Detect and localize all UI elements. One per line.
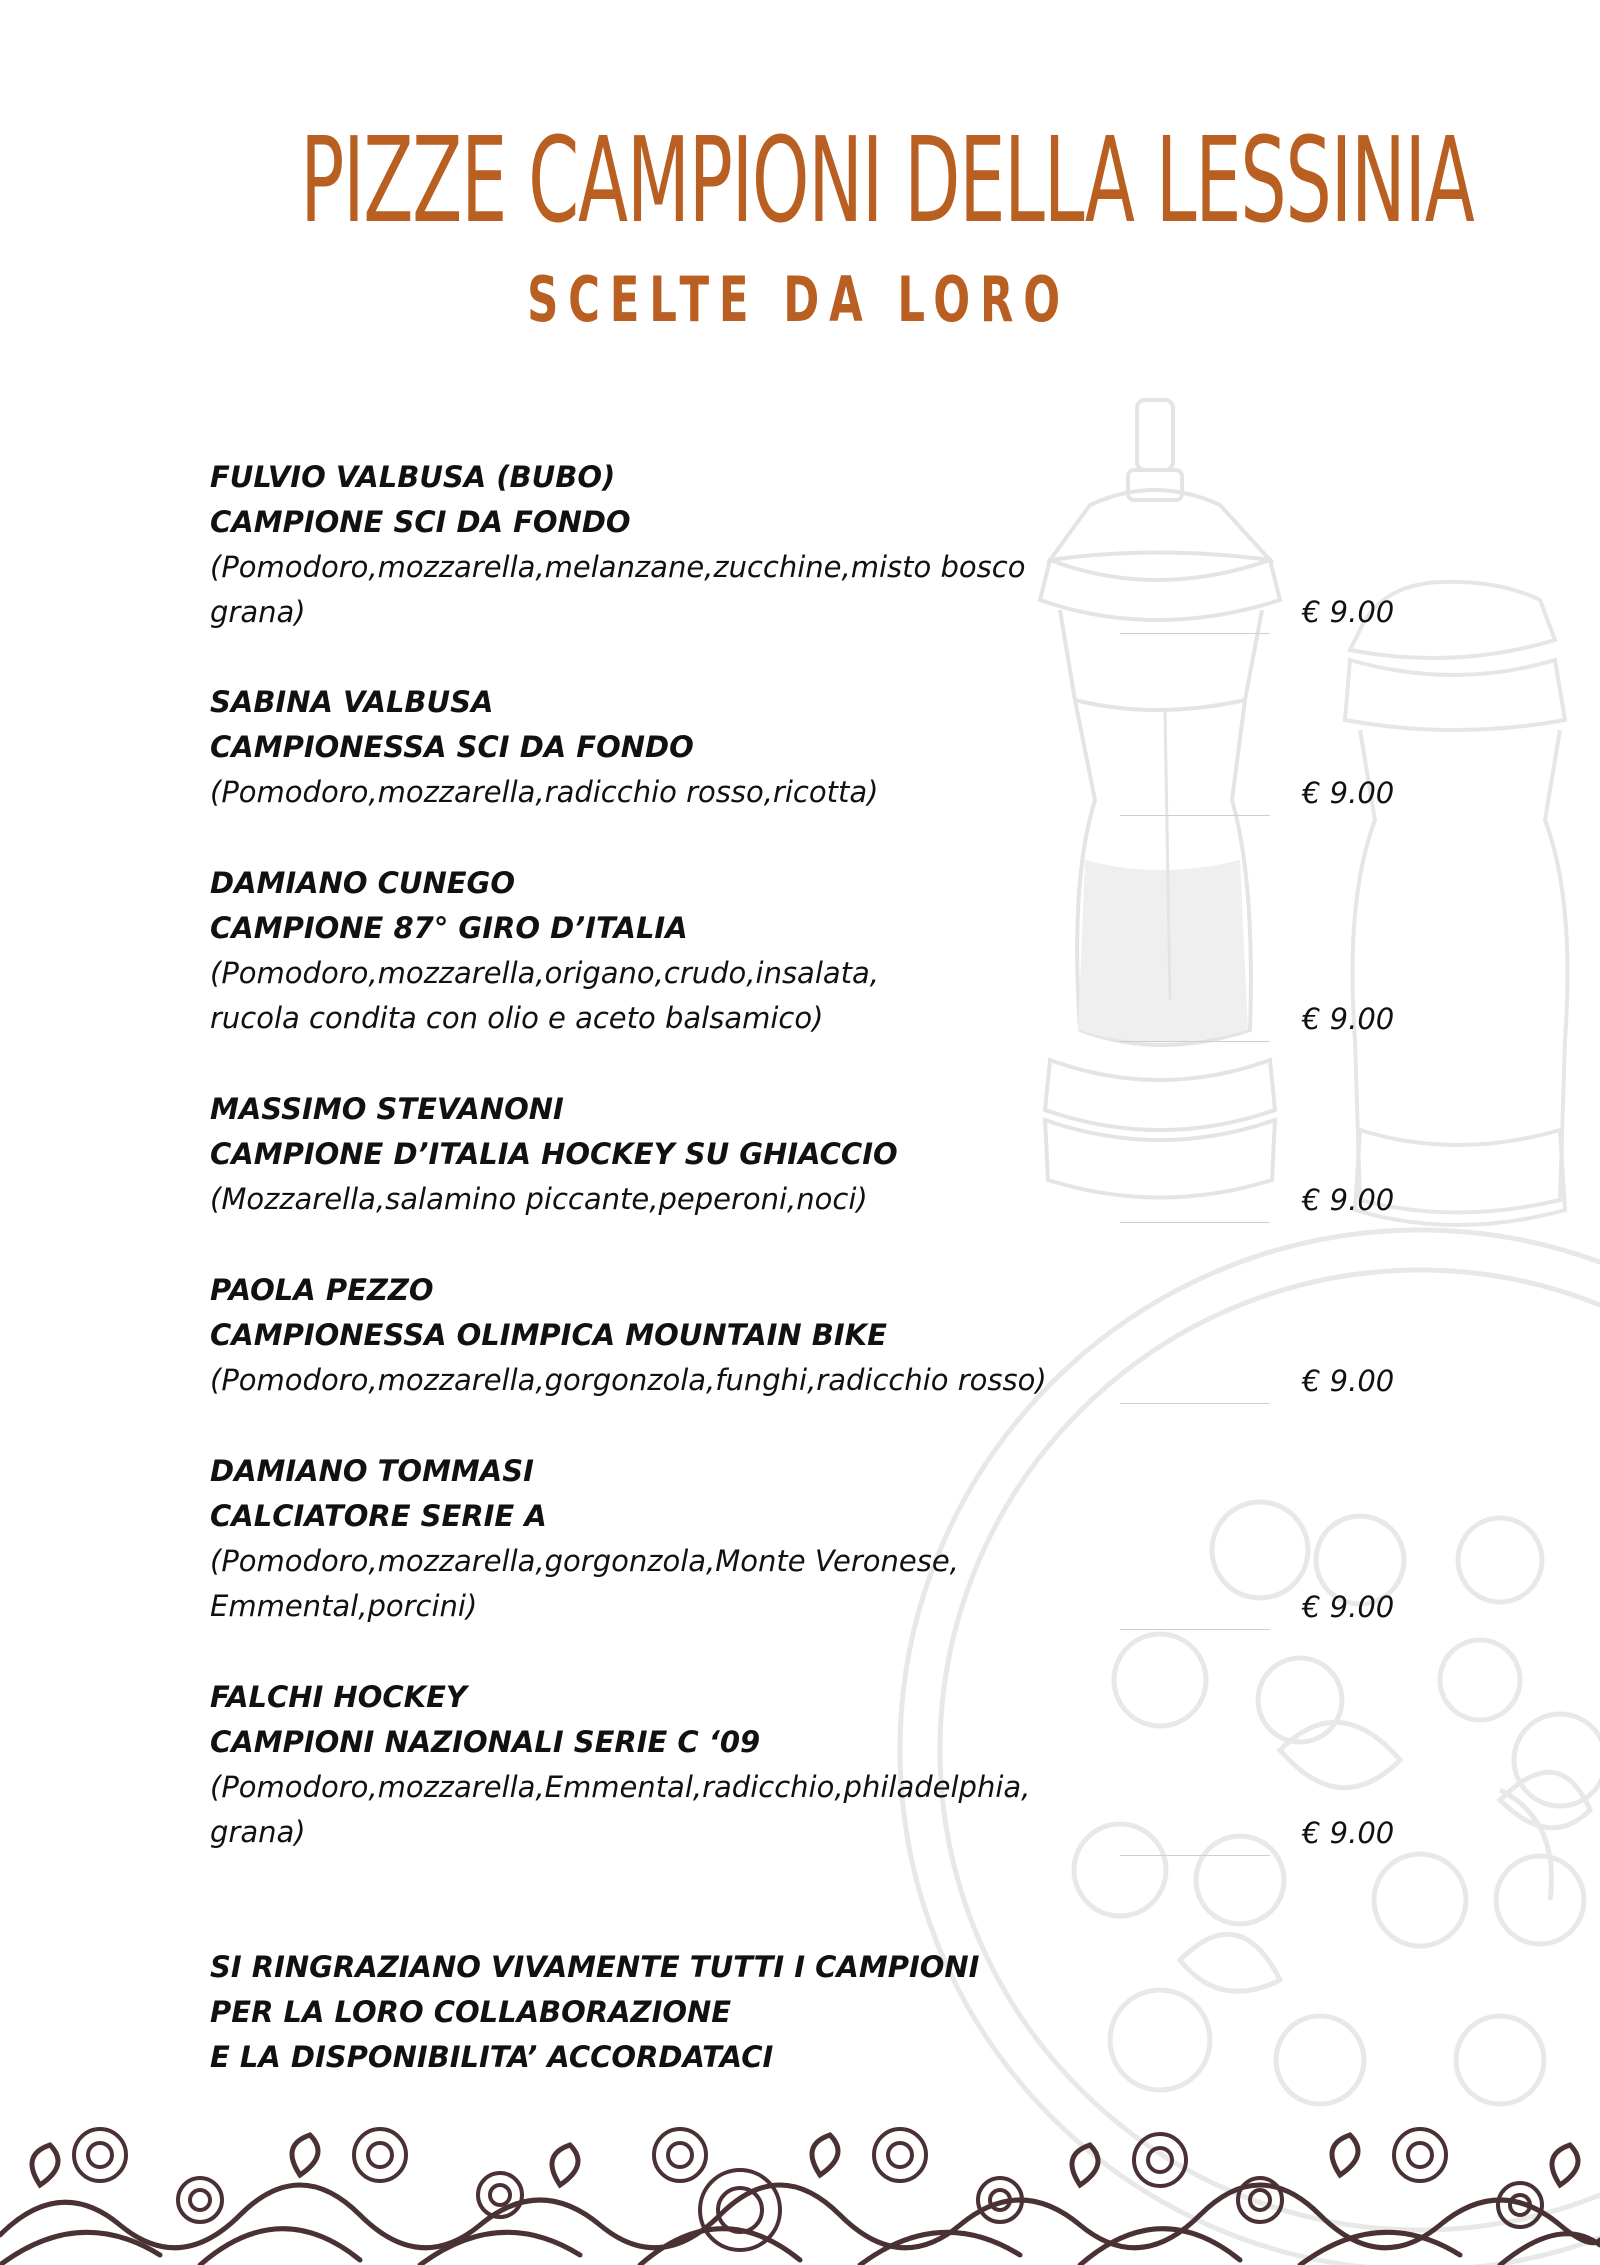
menu-item — [210, 1449, 1410, 1629]
menu-item — [210, 861, 1410, 1041]
item-name: DAMIANO TOMMASI — [210, 1454, 534, 1488]
item-price: € 9.00 — [1302, 1364, 1395, 1398]
thanks-note — [210, 1945, 979, 2080]
item-price: € 9.00 — [1302, 1590, 1395, 1624]
item-description: (Pomodoro,mozzarella,origano,crudo,insalata, rucola condita con olio e aceto balsamico) — [210, 956, 880, 1035]
item-title: CAMPIONESSA SCI DA FONDO — [210, 730, 694, 764]
item-name: MASSIMO STEVANONI — [210, 1092, 564, 1126]
menu-item — [210, 680, 1410, 815]
item-title: CAMPIONI NAZIONALI SERIE C ‘09 — [210, 1725, 761, 1759]
item-title: CAMPIONE 87° GIRO D’ITALIA — [210, 911, 688, 945]
item-title: CAMPIONE SCI DA FONDO — [210, 505, 631, 539]
page-title: PIZZE CAMPIONI DELLA LESSINIA — [300, 111, 1474, 249]
menu-item — [210, 1675, 1410, 1855]
price-leader — [1120, 1041, 1270, 1042]
item-name: SABINA VALBUSA — [210, 685, 494, 719]
thanks-line: SI RINGRAZIANO VIVAMENTE TUTTI I CAMPIONI — [210, 1950, 980, 1984]
price-leader — [1120, 1629, 1270, 1630]
item-name: PAOLA PEZZO — [210, 1273, 434, 1307]
floral-border — [0, 2115, 1600, 2265]
item-price: € 9.00 — [1302, 595, 1395, 629]
thanks-line: PER LA LORO COLLABORAZIONE — [210, 1995, 732, 2029]
item-description: (Pomodoro,mozzarella,Emmental,radicchio,philadelphia, grana) — [210, 1770, 1031, 1849]
thanks-line: E LA DISPONIBILITA’ ACCORDATACI — [210, 2040, 774, 2074]
item-price: € 9.00 — [1302, 1002, 1395, 1036]
page-subtitle: SCELTE DA LORO — [527, 263, 1070, 336]
item-description: (Pomodoro,mozzarella,melanzane,zucchine,misto bosco grana) — [210, 550, 1026, 629]
menu-item — [210, 1268, 1410, 1403]
price-leader — [1120, 815, 1270, 816]
item-name: FALCHI HOCKEY — [210, 1680, 467, 1714]
item-price: € 9.00 — [1302, 1183, 1395, 1217]
item-name: FULVIO VALBUSA (BUBO) — [210, 460, 616, 494]
item-title: CAMPIONESSA OLIMPICA MOUNTAIN BIKE — [210, 1318, 887, 1352]
item-title: CAMPIONE D’ITALIA HOCKEY SU GHIACCIO — [210, 1137, 898, 1171]
price-leader — [1120, 1855, 1270, 1856]
item-price: € 9.00 — [1302, 1816, 1395, 1850]
item-description: (Mozzarella,salamino piccante,peperoni,noci) — [210, 1182, 868, 1216]
item-description: (Pomodoro,mozzarella,gorgonzola,funghi,radicchio rosso) — [210, 1363, 1047, 1397]
item-title: CALCIATORE SERIE A — [210, 1499, 547, 1533]
menu-item — [210, 1087, 1410, 1222]
item-price: € 9.00 — [1302, 776, 1395, 810]
item-name: DAMIANO CUNEGO — [210, 866, 515, 900]
menu-item — [210, 455, 1410, 635]
price-leader — [1120, 1403, 1270, 1404]
price-leader — [1120, 1222, 1270, 1223]
item-description: (Pomodoro,mozzarella,radicchio rosso,ricotta) — [210, 775, 879, 809]
item-description: (Pomodoro,mozzarella,gorgonzola,Monte Veronese, Emmental,porcini) — [210, 1544, 959, 1623]
price-leader — [1120, 633, 1270, 634]
